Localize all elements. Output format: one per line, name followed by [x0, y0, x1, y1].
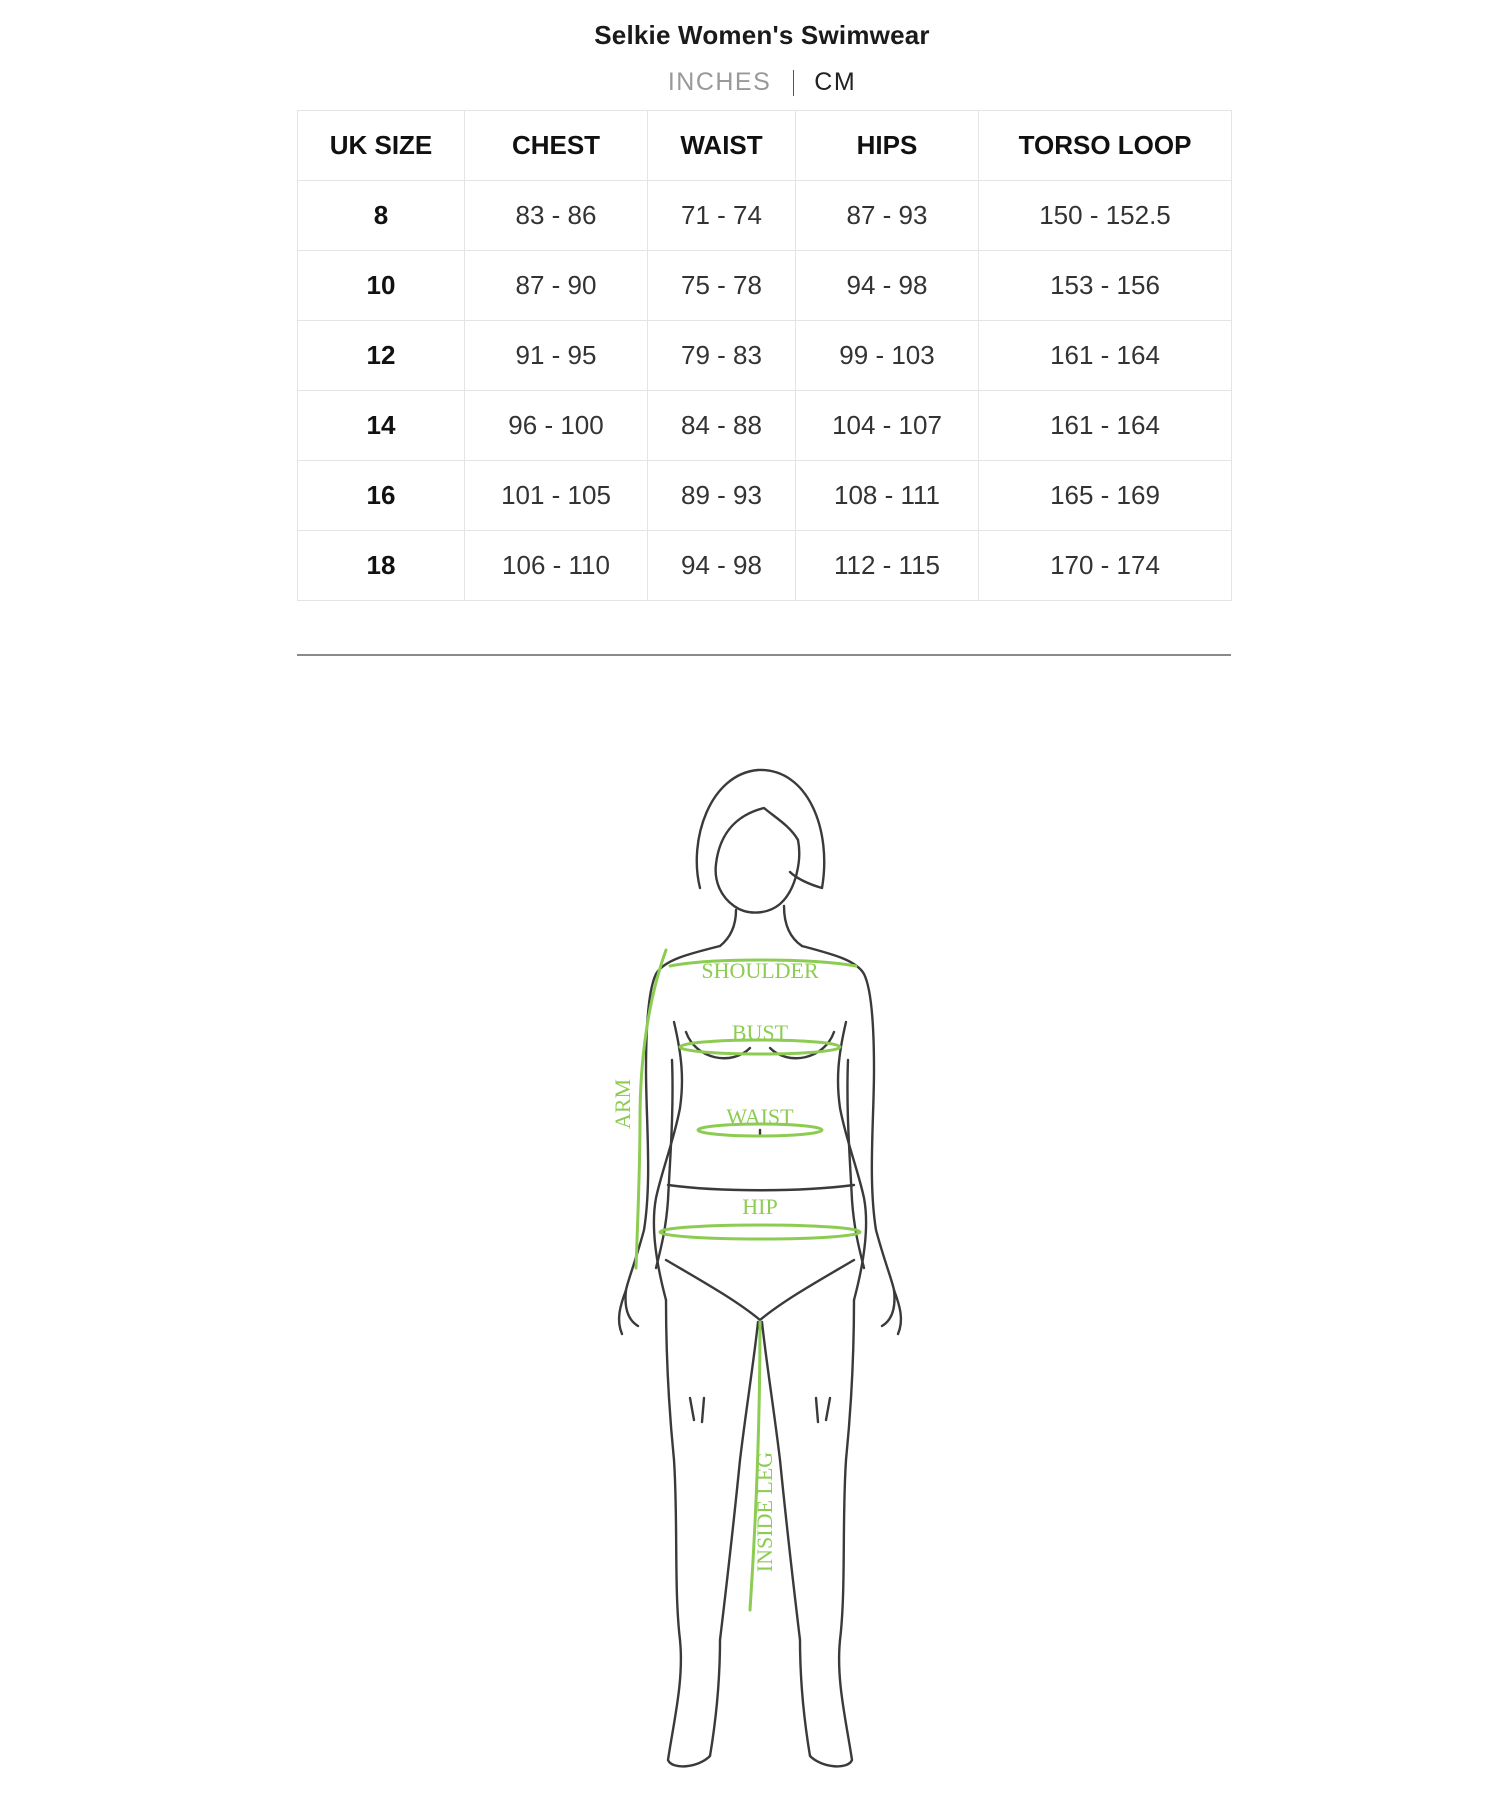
- header-uk-size: UK SIZE: [298, 111, 465, 181]
- torso-loop-cell: 150 - 152.5: [979, 181, 1232, 251]
- arm-label: ARM: [610, 1078, 635, 1130]
- chest-cell: 91 - 95: [465, 321, 648, 391]
- measurement-figure: [570, 760, 950, 1800]
- chest-cell: 106 - 110: [465, 531, 648, 601]
- hips-cell: 112 - 115: [796, 531, 979, 601]
- header-torso-loop: TORSO LOOP: [979, 111, 1232, 181]
- waist-cell: 84 - 88: [648, 391, 796, 461]
- torso-loop-cell: 161 - 164: [979, 391, 1232, 461]
- unit-toggle: [0, 68, 1500, 97]
- size-table: [297, 110, 1232, 601]
- inside-leg-label: INSIDE LEG: [752, 1451, 777, 1573]
- waist-cell: 75 - 78: [648, 251, 796, 321]
- chest-cell: 96 - 100: [465, 391, 648, 461]
- hips-cell: 94 - 98: [796, 251, 979, 321]
- size-cell: 16: [298, 461, 465, 531]
- table-row: [298, 251, 1232, 321]
- body-outline: [619, 770, 901, 1766]
- torso-loop-cell: 165 - 169: [979, 461, 1232, 531]
- table-row: [298, 531, 1232, 601]
- table-row: [298, 321, 1232, 391]
- chest-cell: 83 - 86: [465, 181, 648, 251]
- table-row: [298, 181, 1232, 251]
- chest-cell: 87 - 90: [465, 251, 648, 321]
- arm-measure-line: [636, 950, 666, 1268]
- size-cell: 10: [298, 251, 465, 321]
- header-hips: HIPS: [796, 111, 979, 181]
- waist-cell: 94 - 98: [648, 531, 796, 601]
- hips-cell: 87 - 93: [796, 181, 979, 251]
- size-cell: 12: [298, 321, 465, 391]
- hips-cell: 104 - 107: [796, 391, 979, 461]
- unit-inches-option[interactable]: INCHES: [667, 68, 772, 96]
- hip-label: HIP: [742, 1194, 778, 1219]
- page-title: Selkie Women's Swimwear: [594, 20, 930, 50]
- shoulder-label: SHOULDER: [701, 958, 819, 983]
- waist-cell: 89 - 93: [648, 461, 796, 531]
- hips-cell: 99 - 103: [796, 321, 979, 391]
- section-divider: [297, 654, 1231, 656]
- measurement-labels: [610, 958, 819, 1572]
- torso-loop-cell: 161 - 164: [979, 321, 1232, 391]
- waist-cell: 79 - 83: [648, 321, 796, 391]
- torso-loop-cell: 153 - 156: [979, 251, 1232, 321]
- table-row: [298, 391, 1232, 461]
- chest-cell: 101 - 105: [465, 461, 648, 531]
- torso-loop-cell: 170 - 174: [979, 531, 1232, 601]
- bust-label: BUST: [731, 1020, 789, 1045]
- unit-divider: [793, 70, 794, 96]
- hips-cell: 108 - 111: [796, 461, 979, 531]
- table-header-row: [298, 111, 1232, 181]
- unit-cm-option[interactable]: CM: [814, 68, 857, 96]
- body-outline-illustration: [570, 760, 950, 1800]
- waist-cell: 71 - 74: [648, 181, 796, 251]
- hip-measure-line: [660, 1225, 860, 1239]
- header-waist: WAIST: [648, 111, 796, 181]
- table-row: [298, 461, 1232, 531]
- size-cell: 18: [298, 531, 465, 601]
- waist-label: WAIST: [726, 1104, 794, 1129]
- size-cell: 8: [298, 181, 465, 251]
- size-cell: 14: [298, 391, 465, 461]
- header-chest: CHEST: [465, 111, 648, 181]
